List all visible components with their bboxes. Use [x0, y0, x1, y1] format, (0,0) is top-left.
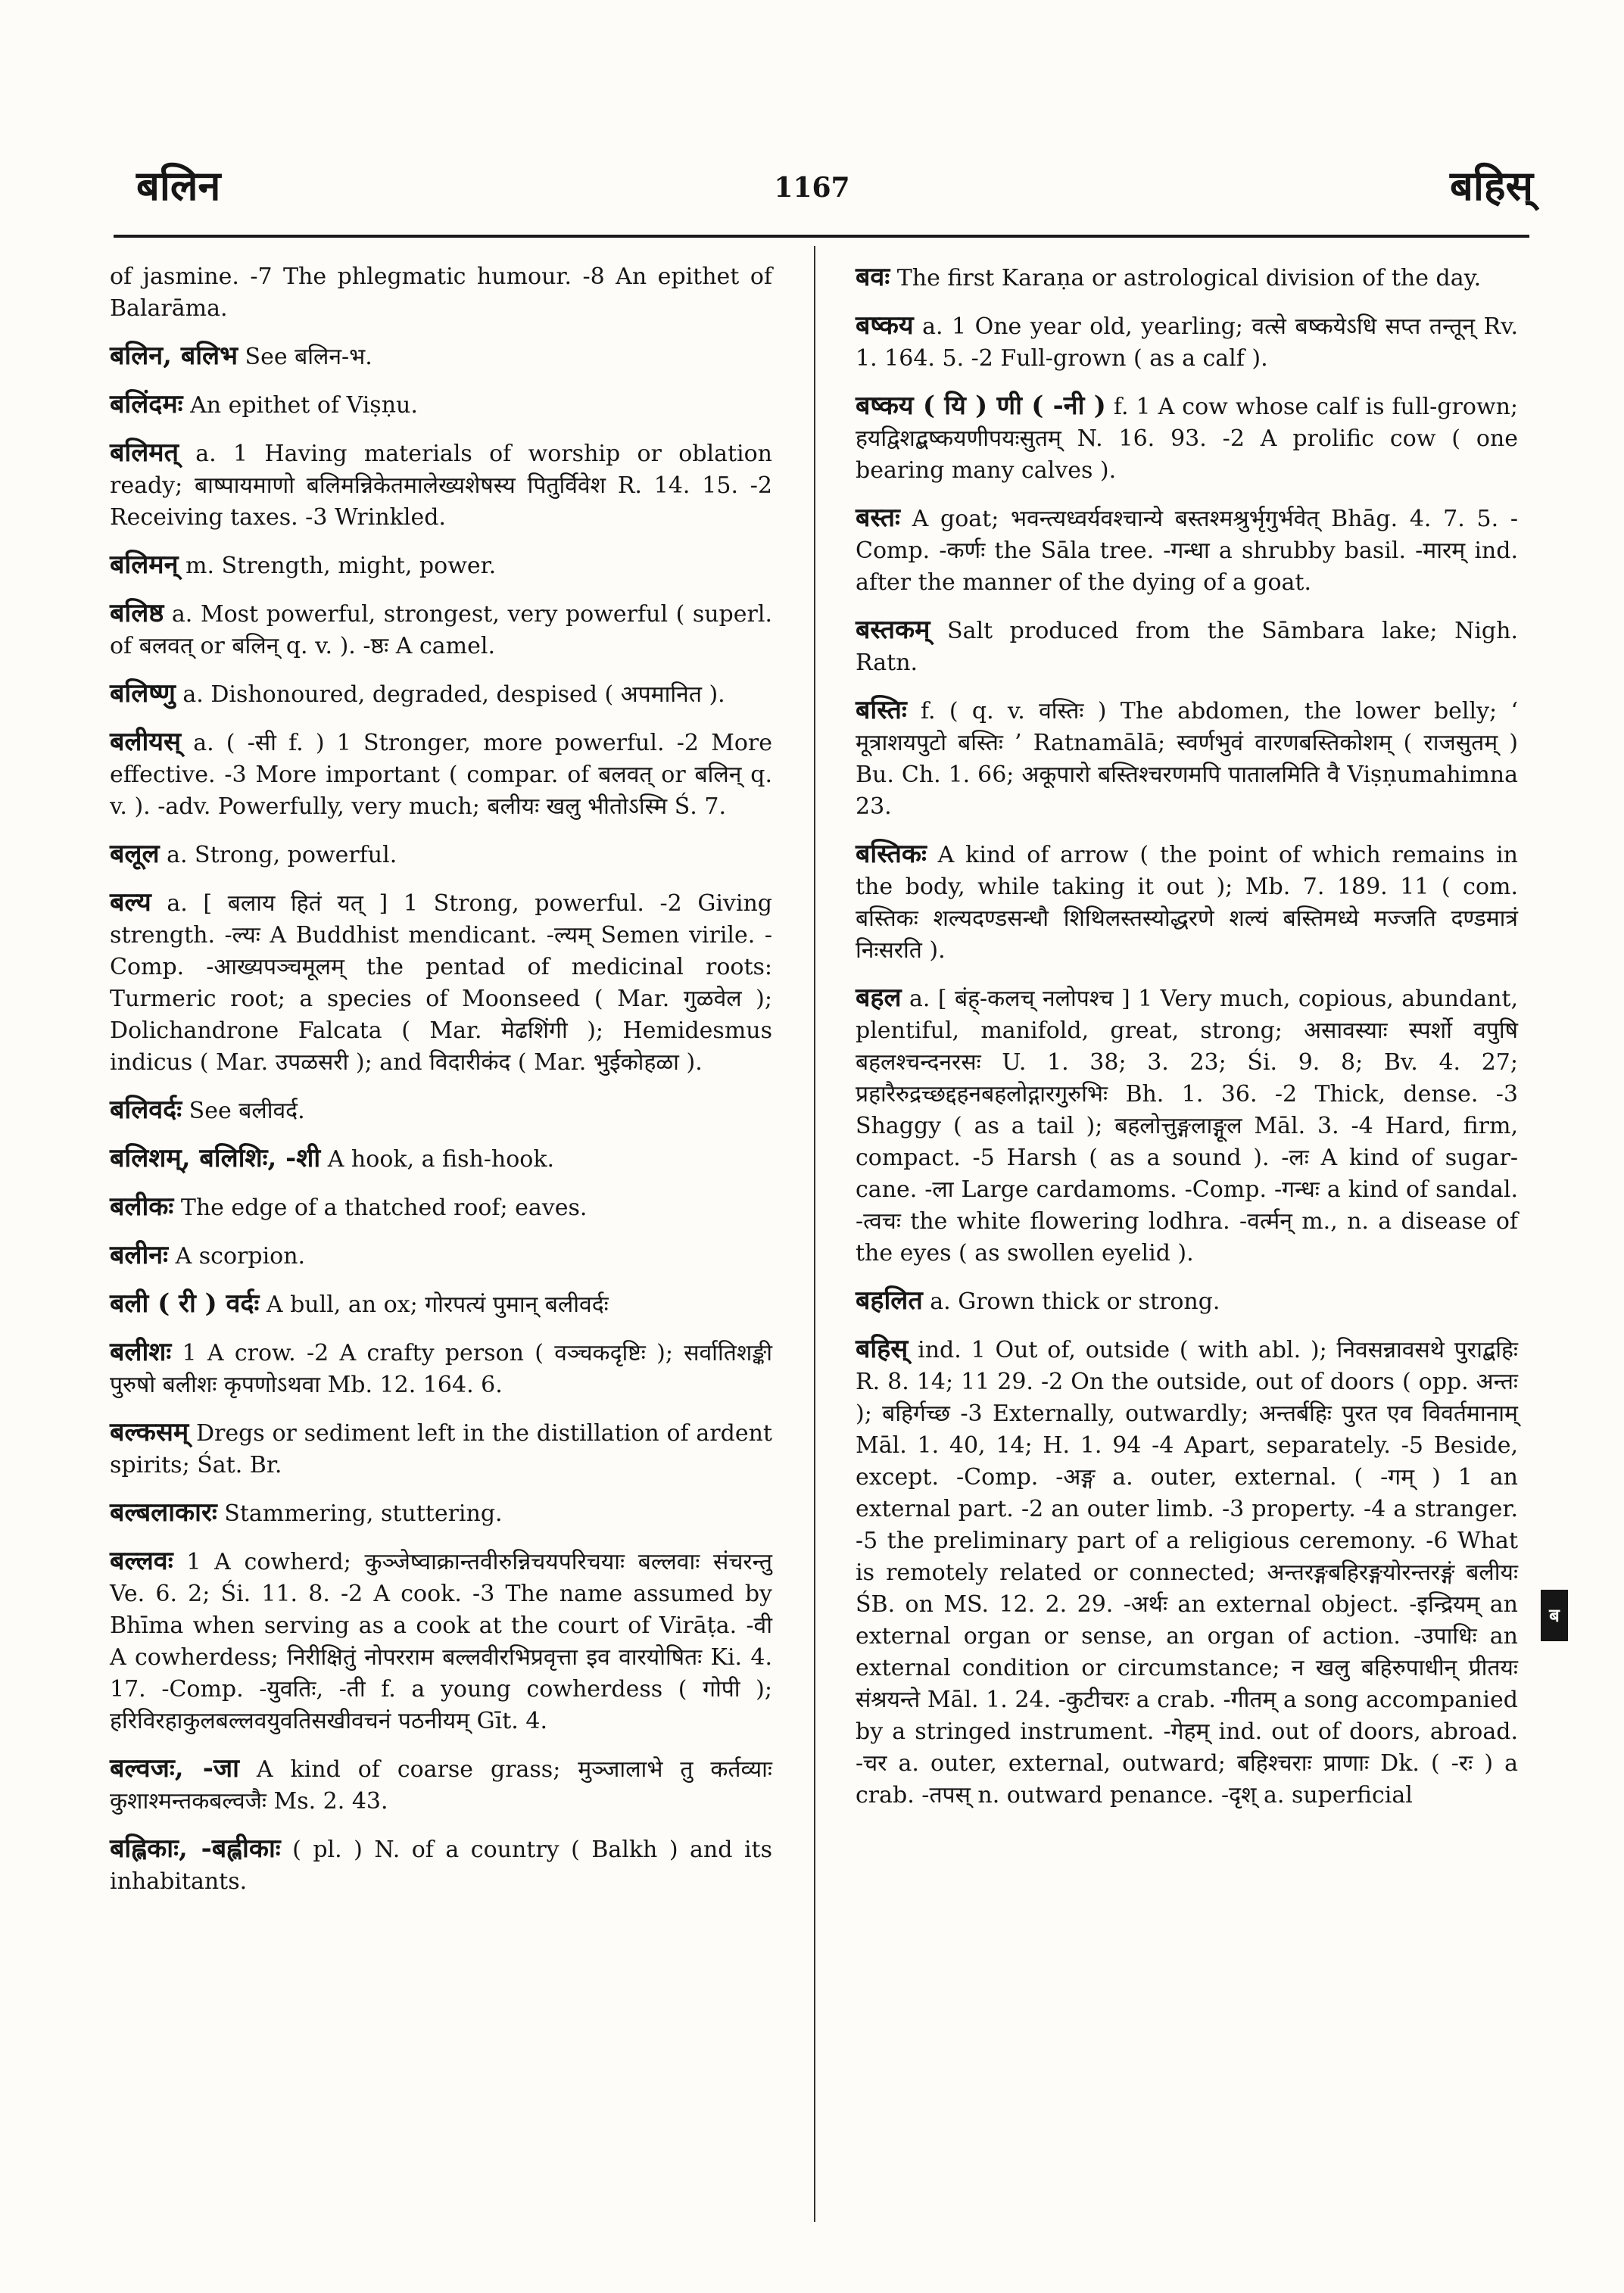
dictionary-entry: [856, 502, 1518, 599]
dictionary-entry: [856, 261, 1518, 294]
dictionary-entry: [110, 1833, 772, 1898]
dictionary-entry: [110, 1545, 772, 1737]
dictionary-entry: [856, 838, 1518, 967]
entry-text: a. 1 Having materials of worship or oblation ready; बाष्पायमाणो बलिमन्निकेतमालेख्यशेषस्य पितुर्विवेश R. 14. 15. -2 Receiving taxes. -3 Wrinkled.: [110, 441, 772, 531]
dictionary-entry: [110, 1497, 772, 1530]
entry-text: f. ( q. v. वस्तिः ) The abdomen, the lower belly; ‘ मूत्राशयपुटो बस्तिः ’ Ratnamālā; स्वर्णभुवं वारणबस्तिकोशम् ( राजसुतम् ) Bu. Ch. 1. 66; अकूपारो बस्तिश्चरणमपि पातालमिति वै Viṣṇumahimna 23.: [856, 698, 1518, 820]
entry-text: a. [ बलाय हितं यत् ] 1 Strong, powerful. -2 Giving strength. -ल्यः A Buddhist mendicant. -ल्यम् Semen virile. -Comp. -आख्यपञ्चमूलम् the pentad of medicinal roots: Turmeric root; a species of Moonseed ( Mar. गुळवेल ); Dolichandrone Falcata ( Mar. मेढशिंगी ); Hemidesmus indicus ( Mar. उपळसरी ); and विदारीकंद ( Mar. भुईकोहळा ).: [110, 890, 772, 1076]
entry-text: ( pl. ) N. of a country ( Balkh ) and its inhabitants.: [110, 1837, 772, 1895]
headword: बलिष्ठ: [110, 598, 164, 628]
headword: बहलित: [856, 1285, 923, 1316]
dictionary-entry: [110, 340, 772, 373]
headword: बहिस्: [856, 1334, 909, 1364]
dictionary-entry: [856, 694, 1518, 823]
headword: बलीयस्: [110, 727, 181, 757]
headword: बलीनः: [110, 1240, 169, 1270]
dictionary-entry: [856, 1285, 1518, 1318]
dictionary-entry: [110, 1416, 772, 1481]
dictionary-entry: [110, 597, 772, 662]
dictionary-entry: [110, 437, 772, 534]
headword: बहल: [856, 983, 902, 1013]
entry-text: a. Most powerful, strongest, very powerful ( superl. of बलवत् or बलिन् q. v. ). -ष्ठः A camel.: [110, 601, 772, 659]
headword: बल्वजः, -जा: [110, 1753, 239, 1784]
entry-text: A scorpion.: [175, 1243, 306, 1270]
headword: बलिष्णु: [110, 678, 176, 709]
dictionary-entry: [110, 1191, 772, 1224]
entry-text: 1 A crow. -2 A crafty person ( वञ्चकदृष्टिः ); सर्वातिशङ्की पुरुषो बलीशः कृपणोऽथवा Mb. 12. 164. 6.: [110, 1340, 772, 1398]
page-number: 1167: [774, 172, 850, 204]
headword: बस्तकम्: [856, 615, 930, 645]
dictionary-entry: [856, 1333, 1518, 1812]
entry-text: See बलिन-भ.: [245, 344, 372, 370]
dictionary-entry: [856, 614, 1518, 679]
dictionary-entry: [856, 310, 1518, 375]
entry-text: a. Grown thick or strong.: [930, 1288, 1220, 1315]
headword: बलिंदमः: [110, 389, 183, 419]
headword: बलिमन्: [110, 550, 179, 580]
dictionary-entry: [110, 838, 772, 871]
dictionary-entry: [856, 982, 1518, 1270]
headword: बल्य: [110, 887, 151, 918]
headword: बली ( री ) वर्दः: [110, 1288, 260, 1319]
headword: बलिमत्: [110, 438, 179, 468]
headword: बलिवर्दः: [110, 1095, 182, 1125]
dictionary-entry: [110, 549, 772, 582]
entry-text: An epithet of Viṣṇu.: [190, 392, 418, 419]
headword: बल्कसम्: [110, 1417, 189, 1447]
headword: बस्तिकः: [856, 839, 927, 869]
entry-text: A kind of coarse grass; मुञ्जालाभे तु कर्तव्याः कुशाश्मन्तकबल्वजैः Ms. 2. 43.: [110, 1756, 772, 1815]
header-rule: [114, 235, 1529, 238]
headword: बलीशः: [110, 1337, 172, 1367]
dictionary-entry: [110, 726, 772, 823]
column-divider: [814, 246, 815, 2222]
guide-word-right: बहिस्: [1450, 161, 1533, 210]
entry-text: a. ( -सी f. ) 1 Stronger, more powerful. -2 More effective. -3 More important ( compar. of बलवत् or बलिन् q. v. ). -adv. Powerfully, very much; बलीयः खलु भीतोऽस्मि Ś. 7.: [110, 730, 772, 820]
headword: बलिन, बलिभ: [110, 341, 238, 371]
entry-text: The first Karaṇa or astrological division of the day.: [896, 265, 1482, 291]
dictionary-entry: [856, 390, 1518, 487]
entry-text: Salt produced from the Sāmbara lake; Nigh. Ratn.: [856, 618, 1518, 676]
headword: बलूल: [110, 839, 160, 869]
headword: बलिशम्, बलिशिः, -शी: [110, 1143, 321, 1173]
dictionary-entry: [110, 1239, 772, 1273]
right-column: [856, 261, 1518, 1827]
headword: बवः: [856, 262, 890, 292]
entry-text: ind. 1 Out of, outside ( with abl. ); निवसन्नावसथे पुराद्बहिः R. 8. 14; 11 29. -2 On the outside, out of doors ( opp. अन्तः ); बहिर्गच्छ -3 Externally, outwardly; अन्तर्बहिः पुरत एव विवर्तमानाम् Māl. 1. 40, 14; H. 1. 94 -4 Apart, separately. -5 Beside, except. -Comp. -अङ्ग a. outer, external. ( -गम् ) 1 an external part. -2 an outer limb. -3 property. -4 a stranger. -5 the preliminary part of a religious ceremony. -6 What is remotely related or connected; अन्तरङ्गबहिरङ्गयोरन्तरङ्गं बलीयः ŚB. on MS. 12. 2. 29. -अर्थः an external object. -इन्द्रियम् an external organ or sense, an organ of action. -उपाधिः an external condition or circumstance; न खलु बहिरुपाधीन् प्रीतयः संश्रयन्ते Māl. 1. 24. -कुटीचरः a crab. -गीतम् a song accompanied by a stringed instrument. -गेहम् ind. out of doors, abroad. -चर a. outer, external, outward; बहिश्चराः प्राणाः Dk. ( -रः ) a crab. -तपस् n. outward penance. -दृश् a. superficial: [856, 1337, 1518, 1809]
headword: बलीकः: [110, 1192, 174, 1222]
thumb-index-marker: ब: [1541, 1590, 1568, 1641]
dictionary-entry: [110, 388, 772, 422]
entry-text: A bull, an ox; गोरपत्यं पुमान् बलीवर्दः: [266, 1291, 609, 1318]
dictionary-entry: [110, 678, 772, 711]
entry-text: Dregs or sediment left in the distillation of ardent spirits; Śat. Br.: [110, 1420, 772, 1478]
headword: बह्लिकाः, -बह्लीकाः: [110, 1833, 281, 1864]
dictionary-entry: [110, 1288, 772, 1321]
headword: बल्लवः: [110, 1546, 173, 1576]
entry-text: of jasmine. -7 The phlegmatic humour. -8 An epithet of Balarāma.: [110, 263, 772, 322]
entry-text: A kind of arrow ( the point of which remains in the body, while taking it out ); Mb. 7. 189. 11 ( com. बस्तिकः शल्यदण्डसन्धौ शिथिलस्तस्योद्धरणे शल्यं बस्तिमध्ये मज्जति दण्डमात्रं निःसरति ).: [856, 842, 1518, 964]
headword: बस्तः: [856, 503, 900, 533]
headword: बष्कय ( यि ) णी ( -नी ): [856, 391, 1106, 421]
entry-text: Stammering, stuttering.: [224, 1500, 503, 1527]
headword: बष्कय: [856, 310, 914, 341]
headword: बल्बलाकारः: [110, 1497, 217, 1528]
entry-text: See बलीवर्द.: [189, 1098, 305, 1124]
entry-text: a. Strong, powerful.: [167, 842, 397, 868]
left-column: [110, 261, 772, 1913]
entry-text: a. [ बंह्-कलच् नलोपश्च ] 1 Very much, copious, abundant, plentiful, manifold, great, strong; असावस्याः स्पर्शो वपुषि बहलश्चन्दनरसः U. 1. 38; 3. 23; Śi. 9. 8; Bv. 4. 27; प्रहारैरुद्रच्छद्दहनबहलोद्गारगुरुभिः Bh. 1. 36. -2 Thick, dense. -3 Shaggy ( as a tail ); बहलोत्तुङ्गलाङ्गूल Māl. 3. -4 Hard, firm, compact. -5 Harsh ( as a sound ). -लः A kind of sugar-cane. -ला Large cardamoms. -Comp. -गन्धः a kind of sandal. -त्वचः the white flowering lodhra. -वर्त्मन् m., n. a disease of the eyes ( as swollen eyelid ).: [856, 986, 1519, 1266]
dictionary-entry: [110, 1094, 772, 1127]
entry-text: a. 1 One year old, yearling; वत्से बष्कयेऽधि सप्त तन्तून् Rv. 1. 164. 5. -2 Full-grown ( as a calf ).: [856, 313, 1518, 372]
dictionary-entry: [110, 261, 772, 325]
entry-text: 1 A cowherd; कुञ्जेष्वाक्रान्तवीरुन्निचयपरिचयाः बल्लवाः संचरन्तु Ve. 6. 2; Śi. 11. 8. -2 A cook. -3 The name assumed by Bhīma when serving as a cook at the court of Virāṭa. -वी A cowherdess; निरीक्षितुं नोपरराम बल्लवीरभिप्रवृत्ता इव वारयोषितः Ki. 4. 17. -Comp. -युवतिः, -ती f. a young cowherdess ( गोपी ); हरिविरहाकुलबल्लवयुवतिसखीवचनं पठनीयम् Gīt. 4.: [110, 1549, 772, 1734]
dictionary-entry: [110, 1336, 772, 1401]
headword: बस्तिः: [856, 695, 907, 725]
entry-text: a. Dishonoured, degraded, despised ( अपमानित ).: [182, 681, 725, 708]
entry-text: A hook, a fish-hook.: [327, 1146, 555, 1173]
guide-word-left: बलिन: [136, 161, 221, 210]
dictionary-entry: [110, 886, 772, 1079]
dictionary-entry: [110, 1752, 772, 1818]
entry-text: m. Strength, might, power.: [185, 553, 497, 579]
entry-text: A goat; भवन्त्यध्वर्यवश्चान्ये बस्तश्मश्रुर्भृगुर्भवेत् Bhāg. 4. 7. 5. -Comp. -कर्णः the Sāla tree. -गन्धा a shrubby basil. -मारम् ind. after the manner of the dying of a goat.: [856, 506, 1518, 596]
entry-text: The edge of a thatched roof; eaves.: [180, 1195, 588, 1221]
dictionary-entry: [110, 1142, 772, 1176]
entry-text: f. 1 A cow whose calf is full-grown; हयद्विशद्बष्कयणीपयःसुतम् N. 16. 93. -2 A prolific cow ( one bearing many calves ).: [856, 394, 1518, 484]
